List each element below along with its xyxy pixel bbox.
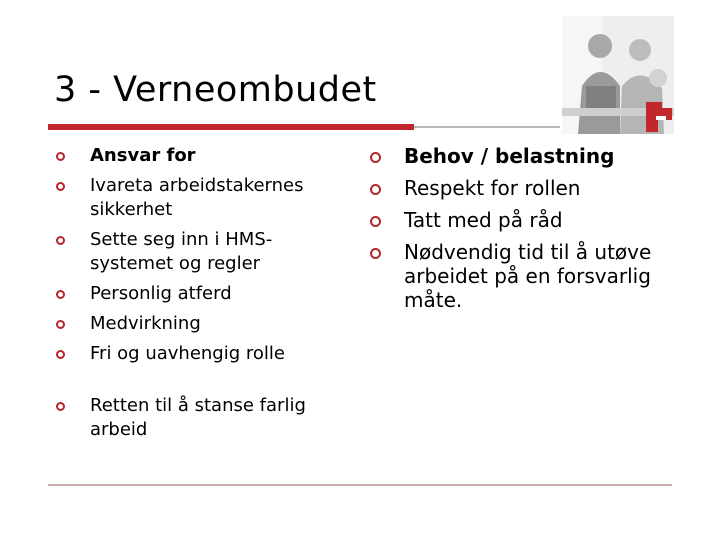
bullet-icon (56, 236, 65, 245)
list-item: Nødvendig tid til å utøve arbeidet på en forsvarlig måte. (368, 240, 668, 312)
list-item: Personlig atferd (54, 282, 344, 306)
bullet-icon (56, 402, 65, 411)
list-item: Behov / belastning (368, 144, 668, 168)
list-item: Fri og uavhengig rolle (54, 342, 344, 366)
slide-title: 3 - Verneombudet (54, 70, 377, 110)
list-item: Respekt for rollen (368, 176, 668, 200)
bullet-icon (56, 182, 65, 191)
bullet-icon (370, 248, 381, 259)
bullet-icon (370, 152, 381, 163)
bullet-icon (56, 350, 65, 359)
list-item: Sette seg inn i HMS-systemet og regler (54, 228, 344, 276)
bullet-icon (370, 216, 381, 227)
footer-divider (48, 484, 672, 486)
left-bullet-list (54, 144, 344, 448)
list-item: Ansvar for (54, 144, 344, 168)
right-bullet-list (368, 144, 668, 320)
title-underline (48, 124, 414, 130)
bullet-icon (56, 320, 65, 329)
header-photo (562, 16, 674, 134)
bullet-icon (56, 152, 65, 161)
bullet-icon (56, 290, 65, 299)
list-item: Tatt med på råd (368, 208, 668, 232)
list-item: Ivareta arbeidstakernes sikkerhet (54, 174, 344, 222)
bullet-icon (370, 184, 381, 195)
list-item: Retten til å stanse farlig arbeid (54, 394, 344, 442)
title-underline-extension (414, 126, 560, 128)
list-item: Medvirkning (54, 312, 344, 336)
